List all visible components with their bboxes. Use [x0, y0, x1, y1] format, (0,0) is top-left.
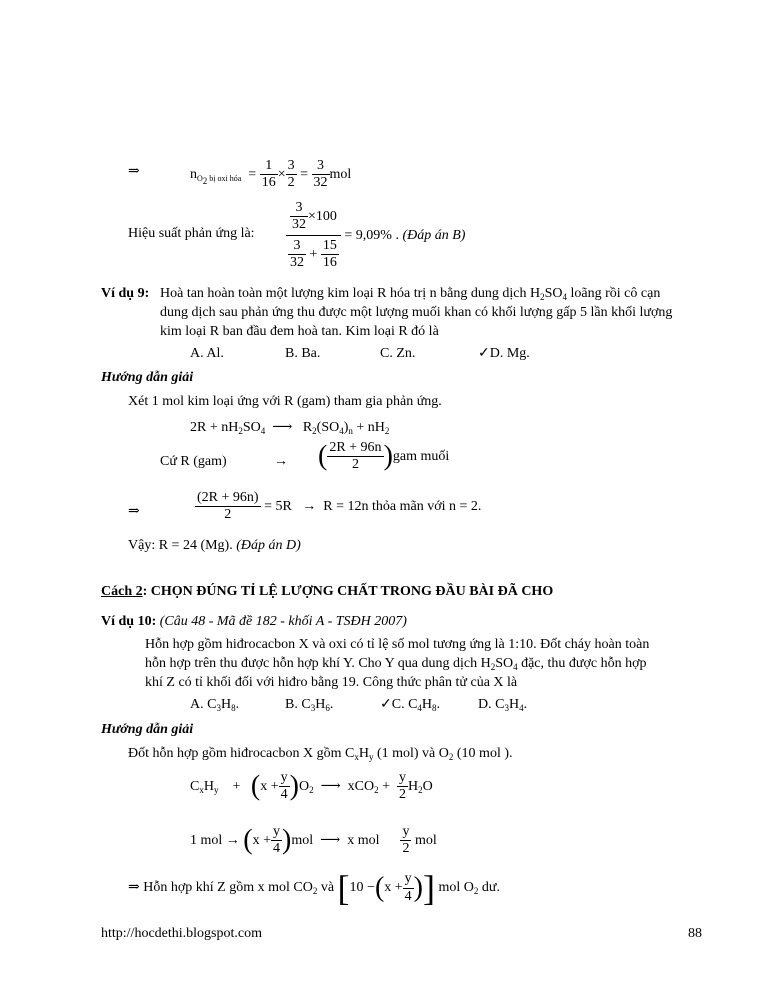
option-a: A. $C_3H_8$.	[190, 697, 240, 713]
option-b: B. Ba.	[285, 346, 321, 361]
example-9-line-1: Hoà tan hoàn toàn một lượng kim loại R hóa trị n bằng dung dịch $H_2SO_4$ loãng rồi cô cạn	[160, 286, 661, 302]
example-9-line-3: kim loại R ban đầu đem hoà tan. Kim loại R đó là	[160, 324, 439, 339]
conclusion: Vậy: R = 24 (Mg). (Đáp án D)	[128, 538, 301, 553]
mass-equation: $\frac{(2R + 96n)}{2}$ = 5R → R = 12n thỏa mãn với n = 2.	[197, 490, 482, 523]
guide-2-intro: Đốt hỗn hợp gồm hiđrocacbon X gồm $C_xH_y$ (1 mol) và $O_2$ (10 mol ).	[128, 746, 513, 762]
salt-mass: ( $\frac{2R + 96n}{2}$ )gam muối	[318, 440, 450, 473]
moles-o2-equation: $n_{O_2 bị oxi hóa}$ = $\frac{1}{16}$ × $\frac{3}{2}$ = $\frac{3}{32}$ mol	[190, 158, 352, 191]
example-10-header: Ví dụ 10: (Câu 48 - Mã đề 182 - khối A - TSĐH 2007)	[101, 614, 407, 629]
example-10-line-2: hỗn hợp trên thu được hỗn hợp khí Y. Cho Y qua dung dịch $H_2SO_4$ đặc, thu được hỗn hợp	[145, 656, 647, 672]
ratio-label: Cứ R (gam)	[160, 454, 227, 469]
method-2-heading: Cách 2: CHỌN ĐÚNG TỈ LỆ LƯỢNG CHẤT TRONG ĐẦU BÀI ĐÃ CHO	[101, 584, 554, 599]
footer-url[interactable]: http://hocdethi.blogspot.com	[101, 926, 262, 941]
guide-1-intro: Xét 1 mol kim loại ứng với R (gam) tham gia phản ứng.	[128, 394, 442, 409]
mole-relation: 1 mol → (x + $\frac{y}{4}$ )mol ⟶ x mol $\frac{y}{2}$ mol	[190, 824, 437, 857]
option-d-correct: ✓D. Mg.	[478, 346, 530, 361]
page-number: 88	[688, 926, 702, 941]
combustion-reaction: $C_xH_y$ + (x + $\frac{y}{4}$ )$O_2$ ⟶ xCO$_2$ + $\frac{y}{2}$ $H_2O$	[190, 770, 433, 803]
option-d: D. $C_3H_4$.	[478, 697, 528, 713]
option-a: A. Al.	[190, 346, 224, 361]
fraction: $\frac{1}{16}$	[261, 158, 276, 191]
implies-arrow: ⇒	[128, 504, 140, 519]
example-10-line-3: khí Z có tỉ khối đối với hiđro bằng 19. Công thức phân tử của X là	[145, 675, 518, 690]
option-b: B. $C_3H_6$.	[285, 697, 334, 713]
gas-z-composition: ⇒ Hỗn hợp khí Z gồm x mol $CO_2$ và [10 −(x + $\frac{y}{4}$ )] mol $O_2$ dư.	[128, 868, 500, 908]
implies-arrow: ⇒	[128, 164, 140, 179]
guide-heading-1: Hướng dẫn giải	[101, 370, 194, 385]
example-10-line-1: Hỗn hợp gồm hiđrocacbon X và oxi có tỉ lệ số mol tương ứng là 1:10. Đốt cháy hoàn toàn	[145, 637, 650, 652]
guide-heading-2: Hướng dẫn giải	[101, 722, 194, 737]
right-arrow: →	[274, 454, 288, 469]
option-c-correct: ✓C. $C_4H_8$.	[380, 697, 441, 713]
example-9-label: Ví dụ 9:	[101, 286, 150, 301]
yield-label: Hiệu suất phản ứng là:	[128, 226, 255, 241]
reaction-1: $2R + nH_2SO_4$ ⟶ $R_2(SO_4)_n + nH_2$	[190, 420, 390, 436]
example-9-line-2: dung dịch sau phản ứng thu được một lượng muối khan có khối lượng gấp 5 lần khối lượng	[160, 305, 673, 320]
yield-fraction: $\frac{3}{32}$ ×100 $\frac{3}{32}$ + $\frac{15}{16}$ = 9,09% . (Đáp án B)	[286, 200, 465, 271]
option-c: C. Zn.	[380, 346, 416, 361]
